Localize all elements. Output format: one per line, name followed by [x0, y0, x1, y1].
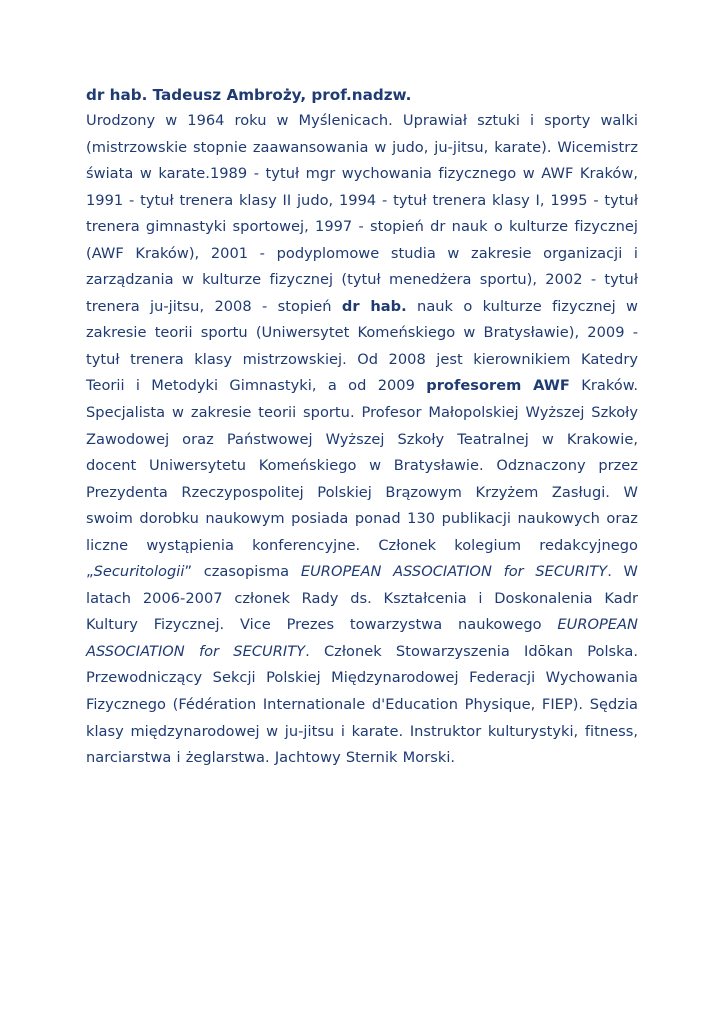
document-page [86, 82, 638, 772]
bio-italic-text: EUROPEAN ASSOCIATION for SECURITY [300, 563, 608, 581]
bio-bold-text: profesorem AWF [426, 377, 570, 395]
bio-italic-text: Securitologii [93, 563, 185, 581]
bio-text: Urodzony w 1964 roku w Myślenicach. Uprawiał sztuki i sporty walki (mistrzowskie stopnie zaawansowania w judo, ju-jitsu, karate). Wicemistrz świata w karate.1989 - tytuł mgr wychowania fizycznego w AWF Kraków, 1991 - tytuł trenera klasy II judo, 1994 - tytuł trenera klasy I, 1995 - tytuł trenera gimnastyki sportowej, 1997 - stopień dr nauk o kulturze fizycznej (AWF Kraków), 2001 - podyplomowe studia w zakresie organizacji i zarządzania w kulturze fizycznej (tytuł menedżera sportu), 2002 - tytuł trenera ju-jitsu, 2008 - stopień [86, 112, 638, 315]
bio-text: nauk o kulturze fizycznej w zakresie teorii sportu (Uniwersytet Komeńskiego w Bratysławie), 2009 - tytuł trenera klasy mistrzowskiej. Od 2008 jest kierownikiem Katedry Teorii i Metodyki Gimnastyki, a od 2009 [86, 297, 638, 395]
bio-text: . Członek Stowarzyszenia Idōkan Polska. Przewodniczący Sekcji Polskiej Międzynarodowej Federacji Wychowania Fizycznego (Fédération Internationale d'Education Physique, FIEP). Sędzia klasy międzynarodowej w ju-jitsu i karate. Instruktor kulturystyki, fitness, narciarstwa i żeglarstwa. Jachtowy Sternik Morski. [86, 642, 639, 767]
bio-bold-text: dr hab. [341, 297, 407, 315]
bio-text: ” czasopisma [184, 563, 301, 581]
bio-text: . W latach 2006-2007 członek Rady ds. Kształcenia i Doskonalenia Kadr Kultury Fizycznej. Vice Prezes towarzystwa naukowego [86, 563, 638, 634]
bio-text: Kraków. Specjalista w zakresie teorii sportu. Profesor Małopolskiej Wyższej Szkoły Zawodowej oraz Państwowej Wyższej Szkoły Teatralnej w Krakowie, docent Uniwersytetu Komeńskiego w Bratysławie. Odznaczony przez Prezydenta Rzeczypospolitej Polskiej Brązowym Krzyżem Zasługi. W swoim dorobku naukowym posiada ponad 130 publikacji naukowych oraz liczne wystąpienia konferencyjne. Członek kolegium redakcyjnego „ [86, 377, 638, 581]
bio-italic-text: EUROPEAN ASSOCIATION for SECURITY [86, 616, 638, 660]
document-title: dr hab. Tadeusz Ambroży, prof.nadzw. [86, 86, 412, 104]
biography-paragraph [86, 108, 638, 772]
